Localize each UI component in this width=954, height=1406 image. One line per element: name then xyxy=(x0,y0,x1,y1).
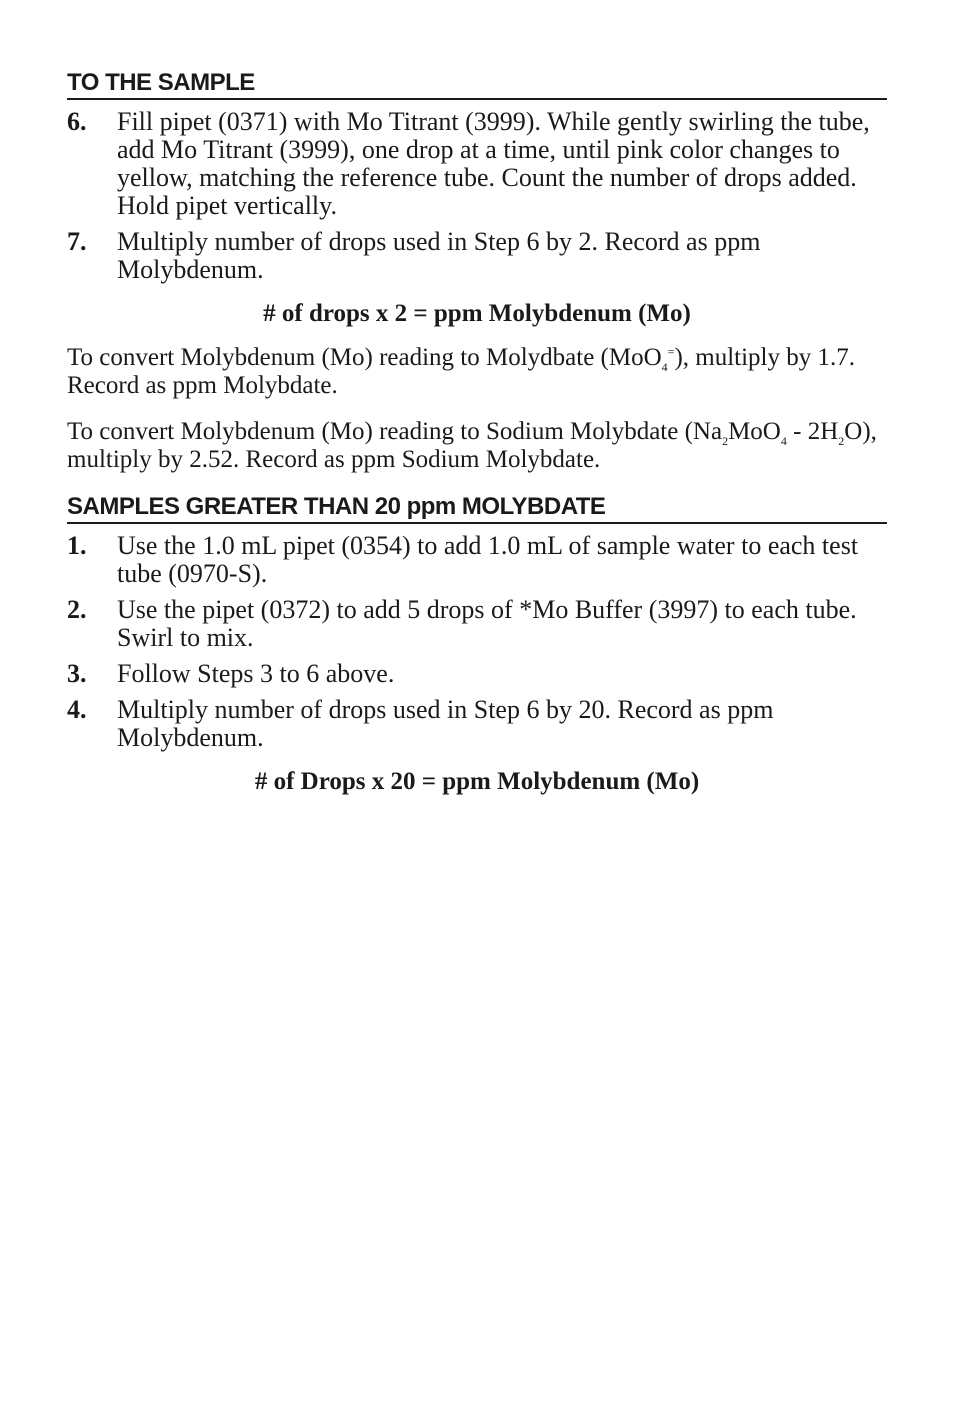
step-number: 1. xyxy=(67,531,87,560)
step-text: Fill pipet (0371) with Mo Titrant (3999). While gently swirling the tube, add Mo Titrant (3999), one drop at a time, until pink color changes to yellow, matching the reference tube. Count the number of drops added. Hold pipet vertically. xyxy=(117,107,870,220)
step-item xyxy=(67,532,887,588)
step-number: 2. xyxy=(67,595,87,624)
superscript: = xyxy=(667,344,675,359)
subscript: 2 xyxy=(722,434,729,448)
step-item xyxy=(67,696,887,752)
para-text: MoO xyxy=(728,418,781,445)
para-text: To convert Molybdenum (Mo) reading to Molydbate (MoO xyxy=(67,344,662,371)
subscript: 4 xyxy=(661,360,668,374)
steps-list-samples-greater xyxy=(67,532,887,752)
step-text: Multiply number of drops used in Step 6 by 20. Record as ppm Molybdenum. xyxy=(117,695,774,752)
formula-drops-x-2: # of drops x 2 = ppm Molybdenum (Mo) xyxy=(263,300,691,327)
step-number: 3. xyxy=(67,659,87,688)
para-text: ), multiply by 1.7. Record as ppm Molybdate. xyxy=(67,344,856,399)
step-number: 7. xyxy=(67,227,87,256)
section-heading-to-the-sample: TO THE SAMPLE xyxy=(67,68,887,100)
paragraph-molybdate-conversion xyxy=(67,344,887,400)
step-item xyxy=(67,660,887,688)
step-number: 6. xyxy=(67,107,87,136)
step-text: Follow Steps 3 to 6 above. xyxy=(117,659,395,688)
para-text: - 2H xyxy=(786,418,839,445)
steps-list-to-the-sample xyxy=(67,108,887,284)
step-item xyxy=(67,228,887,284)
para-text: To convert Molybdenum (Mo) reading to Sodium Molybdate (Na xyxy=(67,418,723,445)
step-text: Multiply number of drops used in Step 6 by 2. Record as ppm Molybdenum. xyxy=(117,227,761,284)
subscript: 2 xyxy=(838,434,845,448)
step-text: Use the 1.0 mL pipet (0354) to add 1.0 mL of sample water to each test tube (0970-S). xyxy=(117,531,859,588)
step-item xyxy=(67,108,887,220)
subscript: 4 xyxy=(780,434,787,448)
paragraph-sodium-molybdate-conversion xyxy=(67,418,887,474)
section-heading-samples-greater: SAMPLES GREATER THAN 20 ppm MOLYBDATE xyxy=(67,492,887,524)
document-page xyxy=(67,68,887,812)
step-number: 4. xyxy=(67,695,87,724)
step-text: Use the pipet (0372) to add 5 drops of *Mo Buffer (3997) to each tube. Swirl to mix. xyxy=(117,595,857,652)
step-item xyxy=(67,596,887,652)
formula-drops-x-20: # of Drops x 20 = ppm Molybdenum (Mo) xyxy=(254,768,700,795)
para-text: O), multiply by 2.52. Record as ppm Sodium Molybdate. xyxy=(67,418,877,473)
